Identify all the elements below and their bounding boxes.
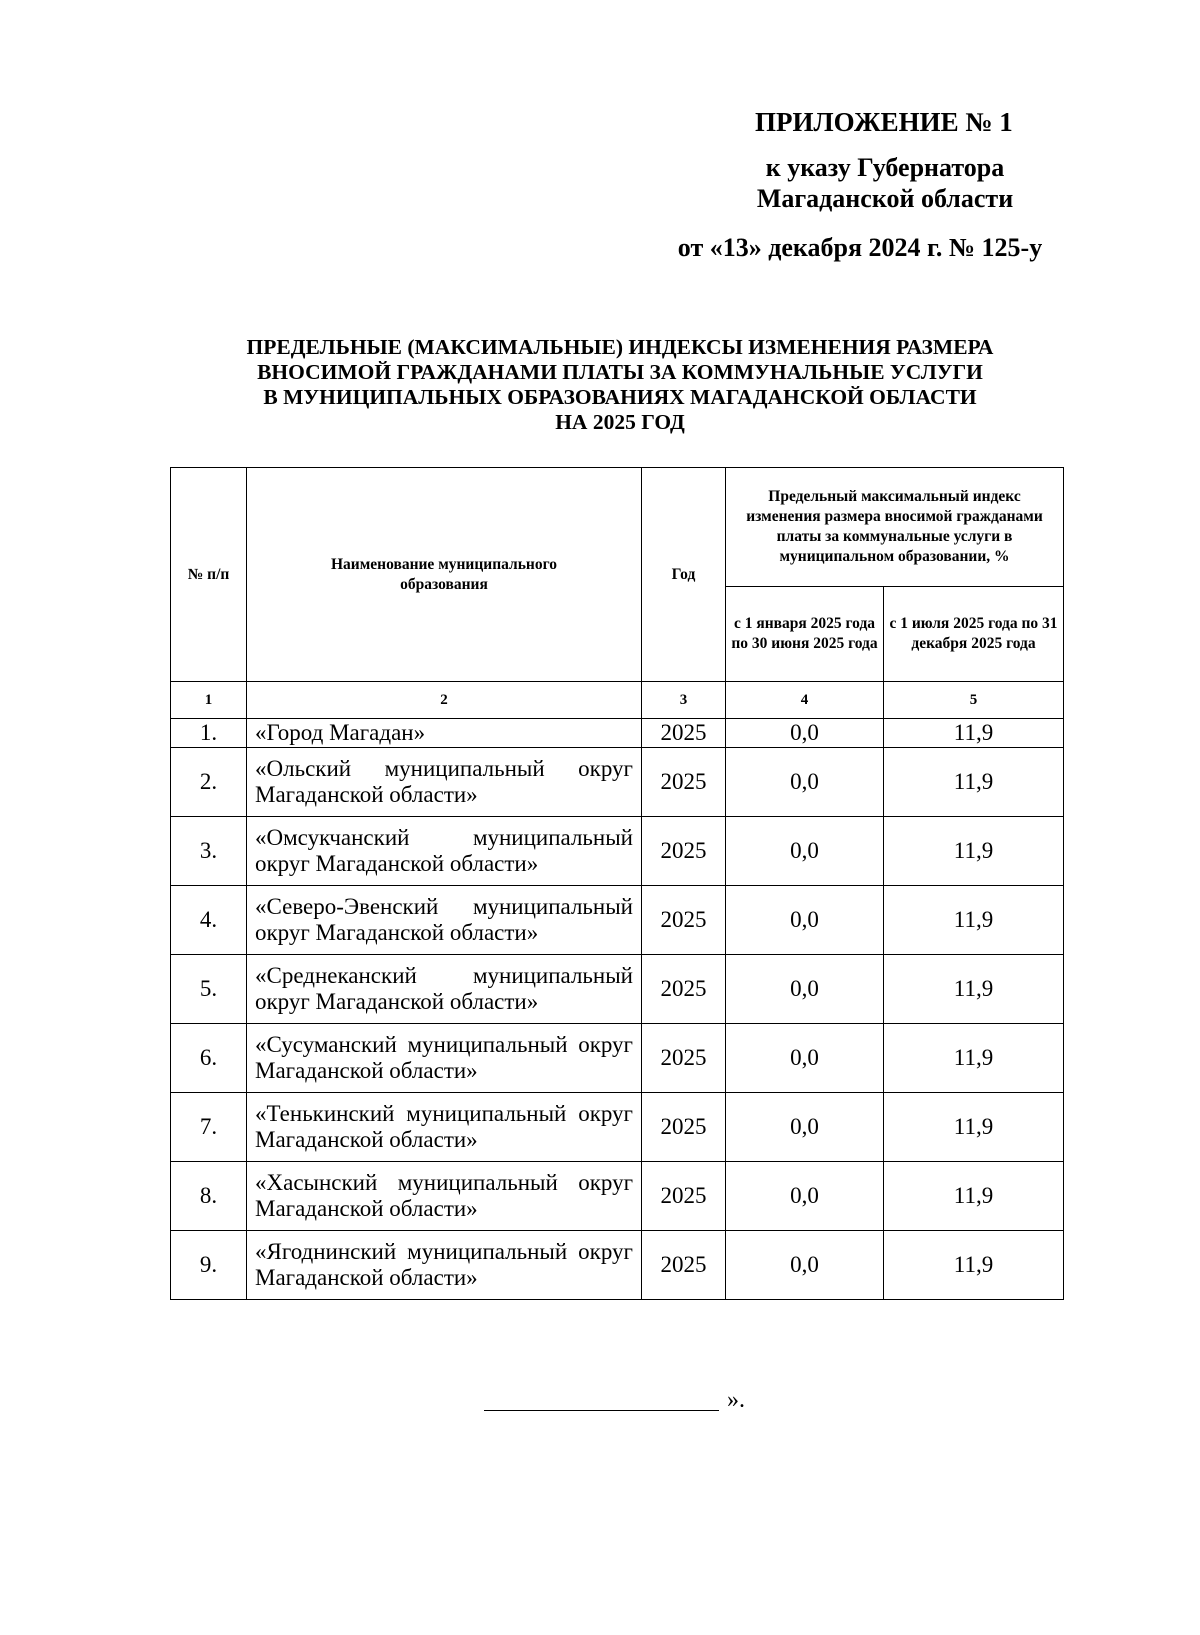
row-year: 2025 <box>642 817 726 886</box>
header-period-1: с 1 января 2025 года по 30 июня 2025 года <box>726 587 884 682</box>
closing-quote: ». <box>727 1387 745 1413</box>
row-number: 6. <box>171 1024 247 1093</box>
row-year: 2025 <box>642 955 726 1024</box>
table-row <box>171 719 1064 748</box>
column-number: 5 <box>884 682 1064 719</box>
header-year: Год <box>642 468 726 682</box>
index-period-1: 0,0 <box>726 886 884 955</box>
table-row <box>171 1162 1064 1231</box>
appendix-subtitle-line1: к указу Губернатора <box>765 153 1005 182</box>
table-row <box>171 748 1064 817</box>
row-year: 2025 <box>642 886 726 955</box>
document-title <box>160 335 1080 435</box>
column-number-row <box>171 682 1064 719</box>
appendix-title: ПРИЛОЖЕНИЕ № 1 <box>755 107 1013 137</box>
municipality-name: «Город Магадан» <box>247 719 642 748</box>
row-number: 2. <box>171 748 247 817</box>
index-period-2: 11,9 <box>884 886 1064 955</box>
header-num: № п/п <box>171 468 247 682</box>
index-period-1: 0,0 <box>726 955 884 1024</box>
column-number: 4 <box>726 682 884 719</box>
index-period-2: 11,9 <box>884 817 1064 886</box>
index-period-2: 11,9 <box>884 955 1064 1024</box>
row-number: 4. <box>171 886 247 955</box>
municipality-name: «Среднеканский муниципальный округ Магаданской области» <box>247 955 642 1024</box>
header-index-group: Предельный максимальный индекс изменения размера вносимой гражданами платы за коммунальные услуги в муниципальном образовании, % <box>726 468 1064 587</box>
table-row <box>171 1024 1064 1093</box>
column-number: 3 <box>642 682 726 719</box>
header-name: Наименование муниципального образования <box>247 468 642 682</box>
header-period-2: с 1 июля 2025 года по 31 декабря 2025 года <box>884 587 1064 682</box>
row-year: 2025 <box>642 1162 726 1231</box>
municipality-name: «Хасынский муниципальный округ Магаданской области» <box>247 1162 642 1231</box>
appendix-block <box>600 105 1080 268</box>
table-row <box>171 1231 1064 1300</box>
row-year: 2025 <box>642 748 726 817</box>
index-period-2: 11,9 <box>884 1093 1064 1162</box>
appendix-subtitle-line2: Магаданской области <box>756 184 1014 213</box>
index-period-1: 0,0 <box>726 817 884 886</box>
index-period-2: 11,9 <box>884 1024 1064 1093</box>
index-period-2: 11,9 <box>884 748 1064 817</box>
table-row <box>171 817 1064 886</box>
document-title-line2: ВНОСИМОЙ ГРАЖДАНАМИ ПЛАТЫ ЗА КОММУНАЛЬНЫЕ УСЛУГИ <box>257 360 983 384</box>
column-number: 1 <box>171 682 247 719</box>
appendix-date-line: от «13» декабря 2024 г. № 125-у <box>677 233 1043 262</box>
document-title-line4: НА 2025 ГОД <box>555 410 685 434</box>
municipality-name: «Ягоднинский муниципальный округ Магаданской области» <box>247 1231 642 1300</box>
index-period-1: 0,0 <box>726 1093 884 1162</box>
municipality-name: «Сусуманский муниципальный округ Магаданской области» <box>247 1024 642 1093</box>
row-year: 2025 <box>642 1093 726 1162</box>
row-number: 9. <box>171 1231 247 1300</box>
column-number: 2 <box>247 682 642 719</box>
table-row <box>171 955 1064 1024</box>
index-period-1: 0,0 <box>726 1231 884 1300</box>
index-table <box>170 467 1064 1300</box>
row-year: 2025 <box>642 1024 726 1093</box>
index-period-1: 0,0 <box>726 748 884 817</box>
row-year: 2025 <box>642 1231 726 1300</box>
municipality-name: «Ольский муниципальный округ Магаданской области» <box>247 748 642 817</box>
row-year: 2025 <box>642 719 726 748</box>
closing-rule <box>484 1392 719 1411</box>
closing-line <box>484 1387 745 1414</box>
row-number: 3. <box>171 817 247 886</box>
municipality-name: «Северо-Эвенский муниципальный округ Магаданской области» <box>247 886 642 955</box>
index-period-2: 11,9 <box>884 1231 1064 1300</box>
document-title-line3: В МУНИЦИПАЛЬНЫХ ОБРАЗОВАНИЯХ МАГАДАНСКОЙ ОБЛАСТИ <box>263 385 977 409</box>
document-title-line1: ПРЕДЕЛЬНЫЕ (МАКСИМАЛЬНЫЕ) ИНДЕКСЫ ИЗМЕНЕНИЯ РАЗМЕРА <box>246 335 994 359</box>
table-row <box>171 886 1064 955</box>
table-header-row-1 <box>171 468 1064 587</box>
row-number: 8. <box>171 1162 247 1231</box>
row-number: 7. <box>171 1093 247 1162</box>
index-period-1: 0,0 <box>726 719 884 748</box>
index-period-2: 11,9 <box>884 1162 1064 1231</box>
appendix-subtitle <box>600 152 1080 214</box>
municipality-name: «Омсукчанский муниципальный округ Магаданской области» <box>247 817 642 886</box>
row-number: 1. <box>171 719 247 748</box>
index-period-2: 11,9 <box>884 719 1064 748</box>
row-number: 5. <box>171 955 247 1024</box>
table-row <box>171 1093 1064 1162</box>
municipality-name: «Тенькинский муниципальный округ Магаданской области» <box>247 1093 642 1162</box>
index-period-1: 0,0 <box>726 1162 884 1231</box>
index-period-1: 0,0 <box>726 1024 884 1093</box>
